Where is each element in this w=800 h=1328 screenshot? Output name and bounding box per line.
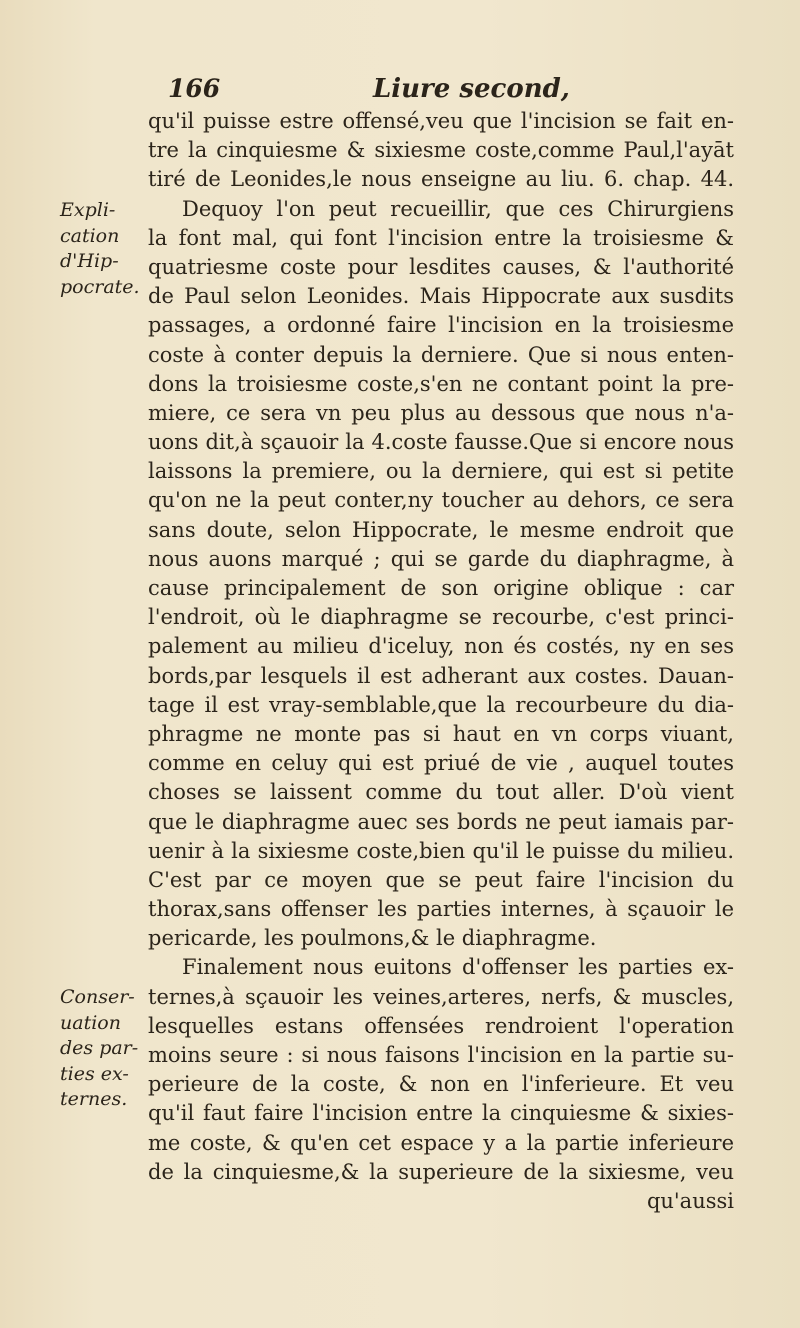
sidenote-line: d'Hip- (60, 250, 119, 272)
sidenote-line: uation (60, 1011, 121, 1034)
text-line: passages, a ordonné faire l'incision en la troisiesme (148, 313, 734, 338)
text-line: C'est par ce moyen que se peut faire l'incision du (148, 867, 734, 892)
text-line: uenir à la sixiesme coste,bien qu'il le puisse du milieu. (148, 838, 734, 863)
text-line: laissons la premiere, ou la derniere, qui est si petite (148, 459, 734, 484)
text-line: phragme ne monte pas si haut en vn corps viuant, (148, 721, 734, 746)
text-line: de la cinquiesme,& la superieure de la sixiesme, veu (148, 1159, 734, 1184)
text-line: thorax,sans offenser les parties internes, à sçauoir le (148, 897, 734, 922)
text-line: choses se laissent comme du tout aller. D'où vient (148, 780, 734, 805)
catchword: qu'aussi (646, 1188, 734, 1213)
text-line: moins seure : si nous faisons l'incision en la partie su- (148, 1043, 734, 1067)
text-line: l'endroit, où le diaphragme se recourbe, c'est princi- (148, 605, 734, 630)
text-line: tage il est vray-semblable,que la recourbeure du dia- (148, 692, 734, 717)
text-line: coste à conter depuis la derniere. Que si nous enten- (148, 342, 734, 367)
sidenote-line: Conser- (60, 986, 135, 1008)
text-line: la font mal, qui font l'incision entre la troisiesme & (148, 225, 734, 250)
sidenote-line: cation (60, 224, 120, 247)
page-header (168, 74, 728, 110)
text-line: comme en celuy qui est priué de vie , auquel toutes (148, 751, 734, 776)
text-line: bords,par lesquels il est adherant aux costes. Dauan- (148, 663, 734, 688)
text-line: palement au milieu d'iceluy, non és costés, ny en ses (148, 634, 734, 659)
text-line: ternes,à sçauoir les veines,arteres, nerfs, & muscles, (148, 984, 734, 1009)
sidenote-line: ternes. (60, 1088, 128, 1110)
text-line: cause principalement de son origine oblique : car (148, 576, 734, 600)
text-line: miere, ce sera vn peu plus au dessous que nous n'a- (148, 400, 734, 425)
text-line: perieure de la coste, & non en l'inferieure. Et veu (148, 1072, 734, 1097)
sidenote-explication (60, 198, 146, 300)
text-line: uons dit,à sçauoir la 4.coste fausse.Que si encore nous (148, 430, 734, 455)
text-line: quatriesme coste pour lesdites causes, & l'authorité (148, 254, 734, 279)
sidenote-line: pocrate. (60, 275, 140, 298)
text-line: sans doute, selon Hippocrate, le mesme endroit que (148, 517, 734, 542)
text-line: tiré de Leonides,le nous enseigne au liu. 6. chap. 44. (148, 167, 734, 192)
text-line: tre la cinquiesme & sixiesme coste,comme Paul,l'ayāt (148, 138, 734, 163)
text-line: nous auons marqué ; qui se garde du diaphragme, à (148, 546, 734, 571)
text-line: pericarde, les poulmons,& le diaphragme. (148, 926, 597, 951)
text-line: qu'il faut faire l'incision entre la cinquiesme & sixies- (148, 1101, 734, 1126)
text-line: qu'il puisse estre offensé,veu que l'incision se fait en- (148, 109, 734, 133)
text-line: qu'on ne la peut conter,ny toucher au dehors, ce sera (148, 488, 734, 513)
sidenote-line: des par- (60, 1037, 139, 1059)
page-number: 166 (168, 74, 221, 103)
running-head: Liure second, (373, 74, 570, 104)
sidenote-line: ties ex- (60, 1062, 129, 1085)
text-line: Finalement nous euitons d'offenser les parties ex- (182, 955, 734, 980)
sidenote-line: Expli- (60, 199, 116, 221)
text-line: dons la troisiesme coste,s'en ne contant point la pre- (148, 371, 734, 396)
sidenote-conseruation (60, 985, 146, 1113)
text-line: me coste, & qu'en cet espace y a la partie inferieure (148, 1130, 734, 1155)
text-line: que le diaphragme auec ses bords ne peut iamais par- (148, 809, 734, 834)
body-text (148, 107, 734, 1216)
text-line: de Paul selon Leonides. Mais Hippocrate aux susdits (148, 284, 734, 309)
text-line: Dequoy l'on peut recueillir, que ces Chirurgiens (182, 196, 734, 221)
text-line: lesquelles estans offensées rendroient l'operation (148, 1013, 734, 1038)
